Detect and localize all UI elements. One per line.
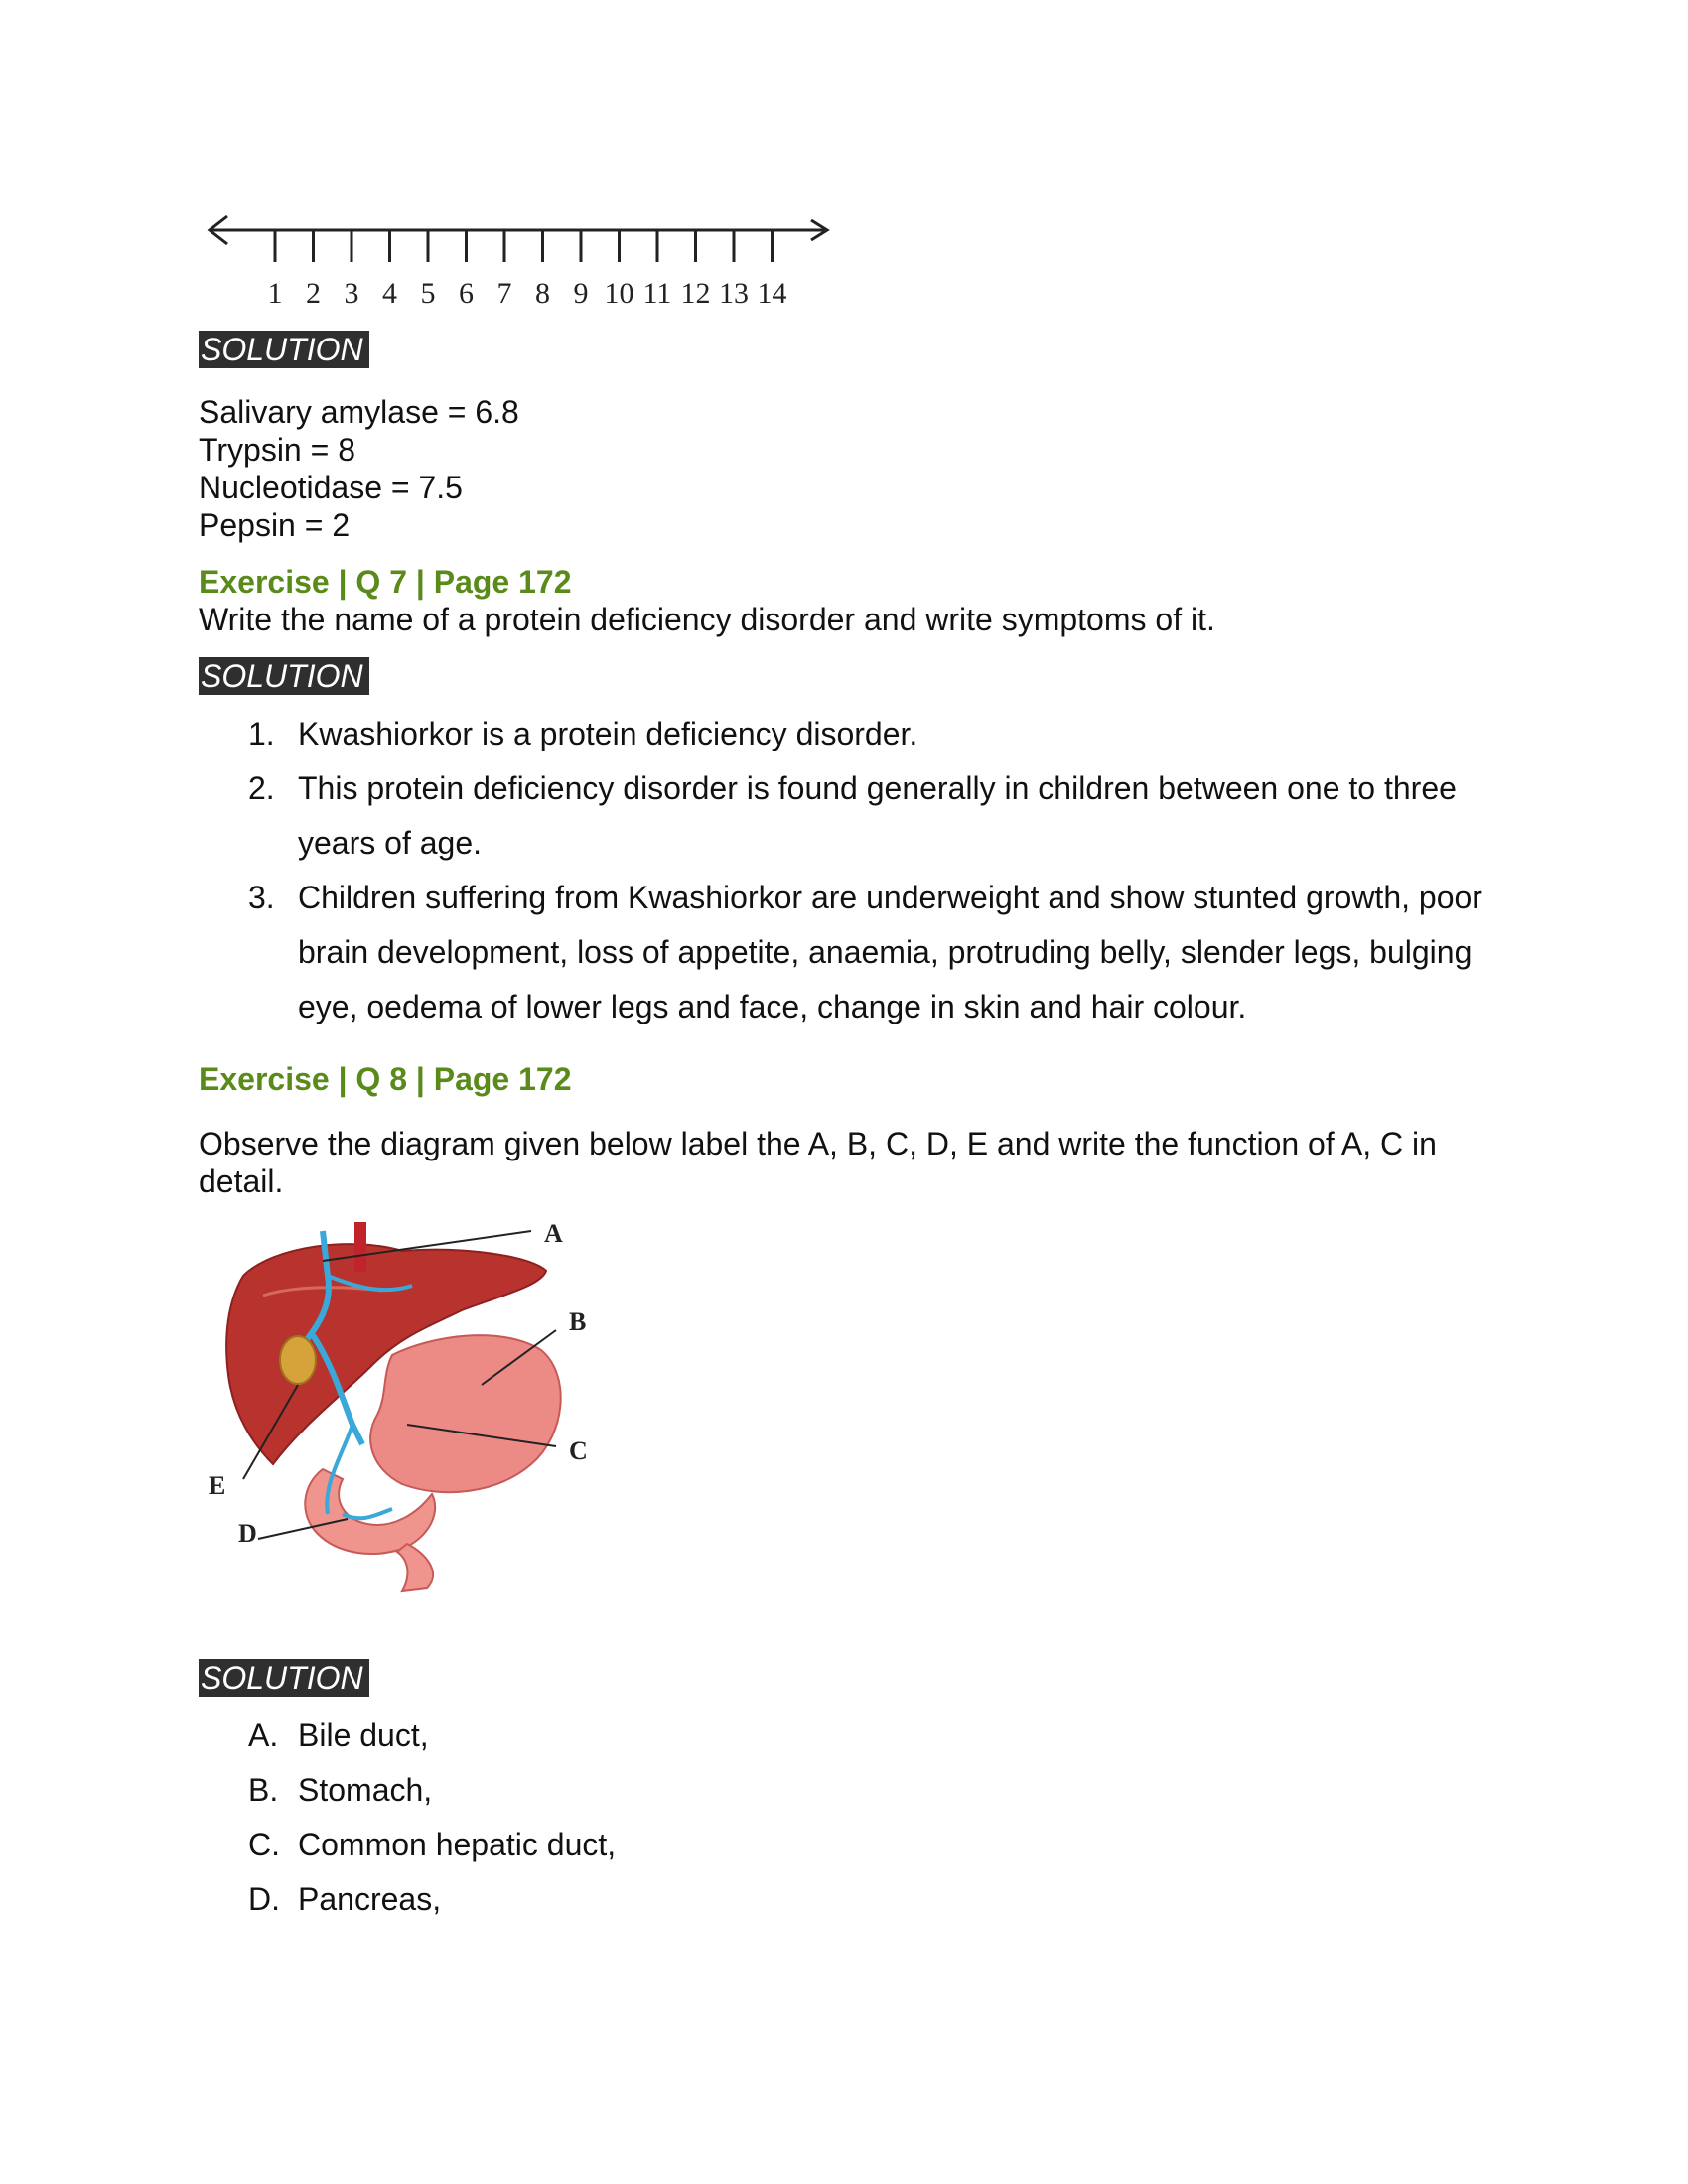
number-line <box>204 208 839 318</box>
q7-answer-list <box>199 707 1509 1034</box>
list-text: Kwashiorkor is a protein deficiency disorder. <box>298 716 918 751</box>
tick-label: 10 <box>604 277 634 310</box>
vessel-shape <box>354 1222 366 1272</box>
tick-label: 9 <box>573 277 589 310</box>
tick-label: 3 <box>344 277 359 310</box>
tick-label: 14 <box>757 277 787 310</box>
tick-label: 11 <box>642 277 672 310</box>
list-text: Bile duct, <box>298 1717 429 1753</box>
list-item <box>199 1763 1509 1818</box>
q7-solution-badge: SOLUTION <box>199 657 369 695</box>
tick-label: 6 <box>459 277 474 310</box>
q8-answer-list <box>199 1708 1509 1927</box>
answer-salivary-amylase: Salivary amylase = 6.8 <box>199 394 519 430</box>
list-letter: B. <box>248 1772 279 1808</box>
list-item <box>199 1818 1509 1872</box>
list-item <box>199 761 1509 871</box>
gall-bladder-shape <box>280 1336 316 1384</box>
tick-label: 12 <box>680 277 711 310</box>
list-text: Children suffering from Kwashiorkor are underweight and show stunted growth, poor brain development, loss of appetite, anaemia, protruding belly, slender legs, bulging eye, oedema of lower legs and face, change in skin and hair colour. <box>298 880 1482 1024</box>
tick-label: 5 <box>420 277 436 310</box>
q8-question: Observe the diagram given below label the A, B, C, D, E and write the function of A, C in detail. <box>199 1126 1437 1199</box>
label-b: B <box>569 1307 587 1336</box>
solution-badge: SOLUTION <box>199 331 369 368</box>
list-item <box>199 1708 1509 1763</box>
list-item <box>199 707 1509 761</box>
list-text: Pancreas, <box>298 1881 442 1917</box>
list-number: 2. <box>248 770 275 806</box>
list-text: Stomach, <box>298 1772 433 1808</box>
list-text: This protein deficiency disorder is found generally in children between one to three years of age. <box>298 770 1457 861</box>
q8-solution-badge: SOLUTION <box>199 1659 369 1697</box>
list-letter: A. <box>248 1717 279 1753</box>
label-a: A <box>544 1219 563 1248</box>
label-d: D <box>238 1519 257 1548</box>
list-item <box>199 871 1509 1034</box>
answer-nucleotidase: Nucleotidase = 7.5 <box>199 470 463 505</box>
answer-trypsin: Trypsin = 8 <box>199 432 355 468</box>
answer-pepsin: Pepsin = 2 <box>199 507 351 543</box>
list-item <box>199 1872 1509 1927</box>
tick-label: 2 <box>306 277 321 310</box>
q7-heading: Exercise | Q 7 | Page 172 <box>199 564 572 600</box>
list-text: Common hepatic duct, <box>298 1827 617 1862</box>
label-e: E <box>209 1471 226 1500</box>
tick-label: 13 <box>719 277 749 310</box>
q8-heading: Exercise | Q 8 | Page 172 <box>199 1061 572 1097</box>
list-number: 1. <box>248 716 275 751</box>
digestive-system-diagram <box>204 1216 660 1603</box>
list-number: 3. <box>248 880 275 915</box>
tick-label: 7 <box>496 277 512 310</box>
list-letter: C. <box>248 1827 280 1862</box>
tick-label: 4 <box>382 277 397 310</box>
list-letter: D. <box>248 1881 280 1917</box>
tick-label: 8 <box>535 277 550 310</box>
tick-label: 1 <box>267 277 283 310</box>
stomach-shape <box>370 1335 561 1492</box>
label-c: C <box>569 1436 588 1465</box>
q7-question: Write the name of a protein deficiency disorder and write symptoms of it. <box>199 602 1215 637</box>
